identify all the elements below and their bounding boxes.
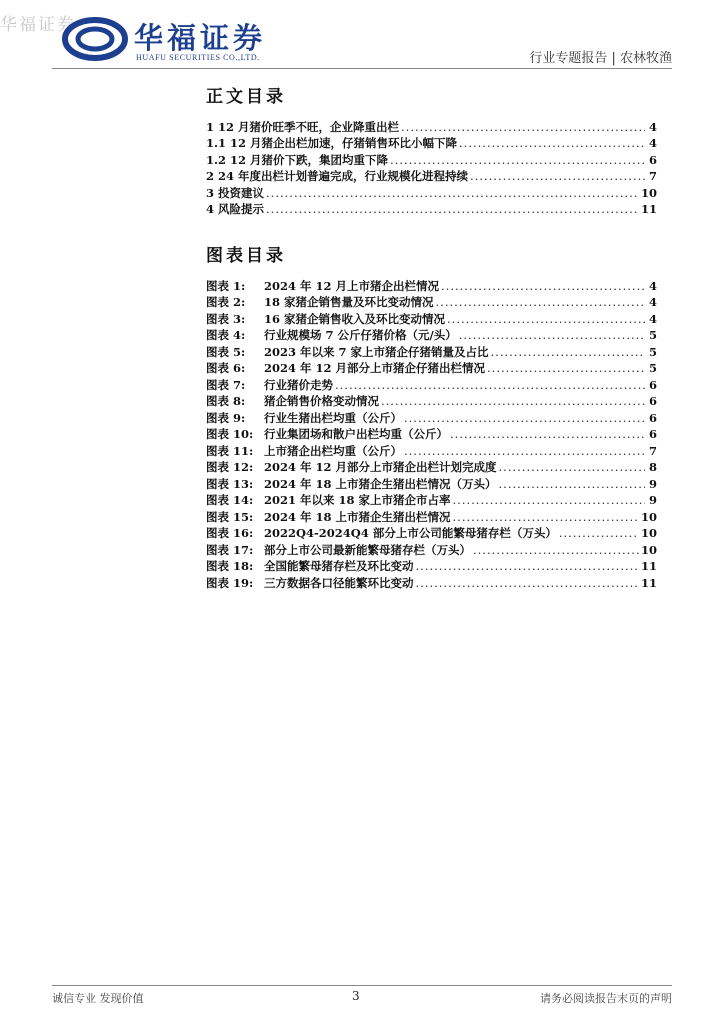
figure-entry[interactable]	[206, 277, 657, 294]
toc-entry-page: 4	[648, 119, 657, 134]
figure-title: 三方数据各口径能繁环比变动	[264, 575, 414, 590]
figure-entry[interactable]	[206, 525, 657, 542]
toc-entry[interactable]	[206, 151, 657, 168]
figure-title: 上市猪企出栏均重（公斤）	[264, 443, 402, 458]
figure-label: 图表 15:	[206, 509, 254, 524]
toc-entry-page: 4	[648, 136, 657, 150]
leader-dots	[459, 135, 645, 151]
figure-label: 图表 1:	[206, 278, 246, 293]
figure-entry[interactable]	[206, 541, 657, 558]
leader-dots	[453, 509, 639, 525]
toc-entry[interactable]	[206, 135, 657, 152]
toc-entry-title: 2 24 年度出栏计划普遍完成，行业规模化进程持续	[206, 169, 469, 183]
figure-label: 图表 14:	[206, 493, 254, 507]
figure-page: 5	[648, 361, 657, 375]
figure-title: 猪企销售价格变动情况	[264, 394, 379, 408]
page-number: 3	[352, 989, 360, 1003]
leader-dots	[487, 360, 645, 376]
figure-page: 11	[640, 575, 657, 590]
figure-label: 图表 4:	[206, 328, 246, 342]
figure-entry[interactable]	[206, 442, 657, 459]
company-logo	[62, 14, 292, 66]
watermark: 华福证券	[0, 15, 76, 35]
toc-entry-title: 1.2 12 月猪价下跌，集团均重下降	[206, 152, 389, 167]
figure-title: 2023 年以来 7 家上市猪企仔猪销量及占比	[264, 344, 489, 359]
leader-dots	[499, 459, 645, 475]
figure-page: 10	[640, 526, 657, 540]
leader-dots	[450, 426, 645, 442]
figure-entry[interactable]	[206, 574, 657, 591]
figure-label: 图表 9:	[206, 410, 246, 425]
footer-slogan: 诚信专业 发现价值	[52, 992, 144, 1005]
figure-page: 10	[640, 509, 657, 524]
figure-label: 图表 5:	[206, 344, 246, 359]
figure-page: 5	[648, 344, 657, 359]
figure-label: 图表 17:	[206, 542, 254, 557]
figure-title: 2022Q4-2024Q4 部分上市公司能繁母猪存栏（万头）	[264, 526, 557, 540]
figure-label: 图表 2:	[206, 295, 246, 309]
figure-label: 图表 7:	[206, 377, 246, 392]
figure-page: 10	[640, 542, 657, 557]
toc-entry[interactable]	[206, 168, 657, 185]
report-category: 行业专题报告 | 农林牧渔	[529, 51, 672, 66]
figure-page: 11	[640, 559, 657, 573]
toc-entry-page: 10	[640, 185, 657, 200]
figure-title: 行业规模场 7 公斤仔猪价格（元/头）	[264, 328, 457, 342]
leader-dots	[266, 185, 639, 201]
leader-dots	[459, 327, 645, 343]
figure-label: 图表 11:	[206, 443, 254, 458]
figure-entry[interactable]	[206, 426, 657, 443]
leader-dots	[559, 525, 639, 541]
leader-dots	[470, 168, 645, 184]
figure-title: 行业猪价走势	[264, 377, 333, 392]
figure-page: 7	[648, 443, 657, 458]
leader-dots	[447, 311, 645, 327]
figure-entry[interactable]	[206, 558, 657, 575]
figure-title: 2024 年 18 上市猪企生猪出栏情况（万头）	[264, 476, 497, 491]
footer-disclaimer: 请务必阅读报告末页的声明	[540, 992, 672, 1005]
toc-entry[interactable]	[206, 118, 657, 135]
toc-entry[interactable]	[206, 184, 657, 201]
leader-dots	[473, 542, 639, 558]
leader-dots	[404, 410, 645, 426]
figure-label: 图表 16:	[206, 526, 254, 540]
toc-title: 正文目录	[206, 87, 286, 107]
leader-dots	[416, 575, 639, 591]
figures-list	[206, 277, 657, 591]
figure-page: 4	[648, 295, 657, 309]
leader-dots	[266, 201, 639, 217]
logo-name-cn: 华福证券	[134, 21, 267, 55]
figure-label: 图表 12:	[206, 460, 254, 474]
toc-entry-title: 4 风险提示	[206, 202, 265, 216]
figures-list-title: 图表目录	[206, 246, 286, 266]
figure-page: 6	[648, 427, 657, 441]
figure-title: 行业生猪出栏均重（公斤）	[264, 410, 402, 425]
figure-entry[interactable]	[206, 508, 657, 525]
logo-emblem-icon	[62, 14, 128, 64]
figure-entry[interactable]	[206, 459, 657, 476]
leader-dots	[441, 278, 645, 294]
table-of-contents	[206, 118, 657, 217]
toc-entry[interactable]	[206, 201, 657, 218]
leader-dots	[404, 443, 645, 459]
toc-entry-page: 11	[640, 202, 657, 216]
figure-entry[interactable]	[206, 409, 657, 426]
figure-title: 2024 年 12 月部分上市猪企出栏计划完成度	[264, 460, 497, 474]
leader-dots	[401, 119, 645, 135]
figure-title: 18 家猪企销售量及环比变动情况	[264, 295, 434, 309]
figure-label: 图表 3:	[206, 311, 246, 326]
leader-dots	[499, 476, 645, 492]
figure-title: 2024 年 18 上市猪企生猪出栏情况	[264, 509, 451, 524]
figure-page: 5	[648, 328, 657, 342]
leader-dots	[436, 294, 645, 310]
figure-page: 4	[648, 311, 657, 326]
figure-entry[interactable]	[206, 310, 657, 327]
toc-entry-title: 1.1 12 月猪企出栏加速，仔猪销售环比小幅下降	[206, 136, 458, 150]
figure-page: 8	[648, 460, 657, 474]
figure-entry[interactable]	[206, 475, 657, 492]
toc-entry-title: 1 12 月猪价旺季不旺，企业降重出栏	[206, 119, 400, 134]
figure-title: 2024 年 12 月部分上市猪企仔猪出栏情况	[264, 361, 486, 375]
figure-entry[interactable]	[206, 492, 657, 509]
leader-dots	[491, 344, 645, 360]
figure-entry[interactable]	[206, 343, 657, 360]
figure-page: 6	[648, 394, 657, 408]
figure-label: 图表 8:	[206, 394, 246, 408]
figure-title: 16 家猪企销售收入及环比变动情况	[264, 311, 446, 326]
leader-dots	[416, 558, 639, 574]
figure-title: 行业集团场和散户出栏均重（公斤）	[264, 427, 448, 441]
figure-entry[interactable]	[206, 294, 657, 311]
leader-dots	[335, 377, 645, 393]
figure-title: 部分上市公司最新能繁母猪存栏（万头）	[264, 542, 471, 557]
toc-entry-title: 3 投资建议	[206, 185, 265, 200]
figure-entry[interactable]	[206, 376, 657, 393]
footer-divider	[52, 985, 672, 986]
leader-dots	[453, 492, 645, 508]
figure-label: 图表 18:	[206, 559, 254, 573]
figure-page: 6	[648, 377, 657, 392]
leader-dots	[390, 152, 645, 168]
figure-page: 9	[648, 476, 657, 491]
header-divider	[52, 68, 672, 69]
figure-title: 2024 年 12 月上市猪企出栏情况	[264, 278, 440, 293]
figure-page: 4	[648, 278, 657, 293]
figure-entry[interactable]	[206, 327, 657, 344]
toc-entry-page: 7	[648, 169, 657, 183]
figure-label: 图表 6:	[206, 361, 246, 375]
figure-title: 全国能繁母猪存栏及环比变动	[264, 559, 414, 573]
figure-label: 图表 10:	[206, 427, 254, 441]
toc-entry-page: 6	[648, 152, 657, 167]
figure-title: 2021 年以来 18 家上市猪企市占率	[264, 493, 451, 507]
figure-label: 图表 13:	[206, 476, 254, 491]
figure-page: 9	[648, 493, 657, 507]
leader-dots	[381, 393, 645, 409]
figure-entry[interactable]	[206, 360, 657, 377]
figure-label: 图表 19:	[206, 575, 254, 590]
logo-name-en: HUAFU SECURITIES CO.,LTD.	[136, 53, 260, 62]
figure-entry[interactable]	[206, 393, 657, 410]
figure-page: 6	[648, 410, 657, 425]
